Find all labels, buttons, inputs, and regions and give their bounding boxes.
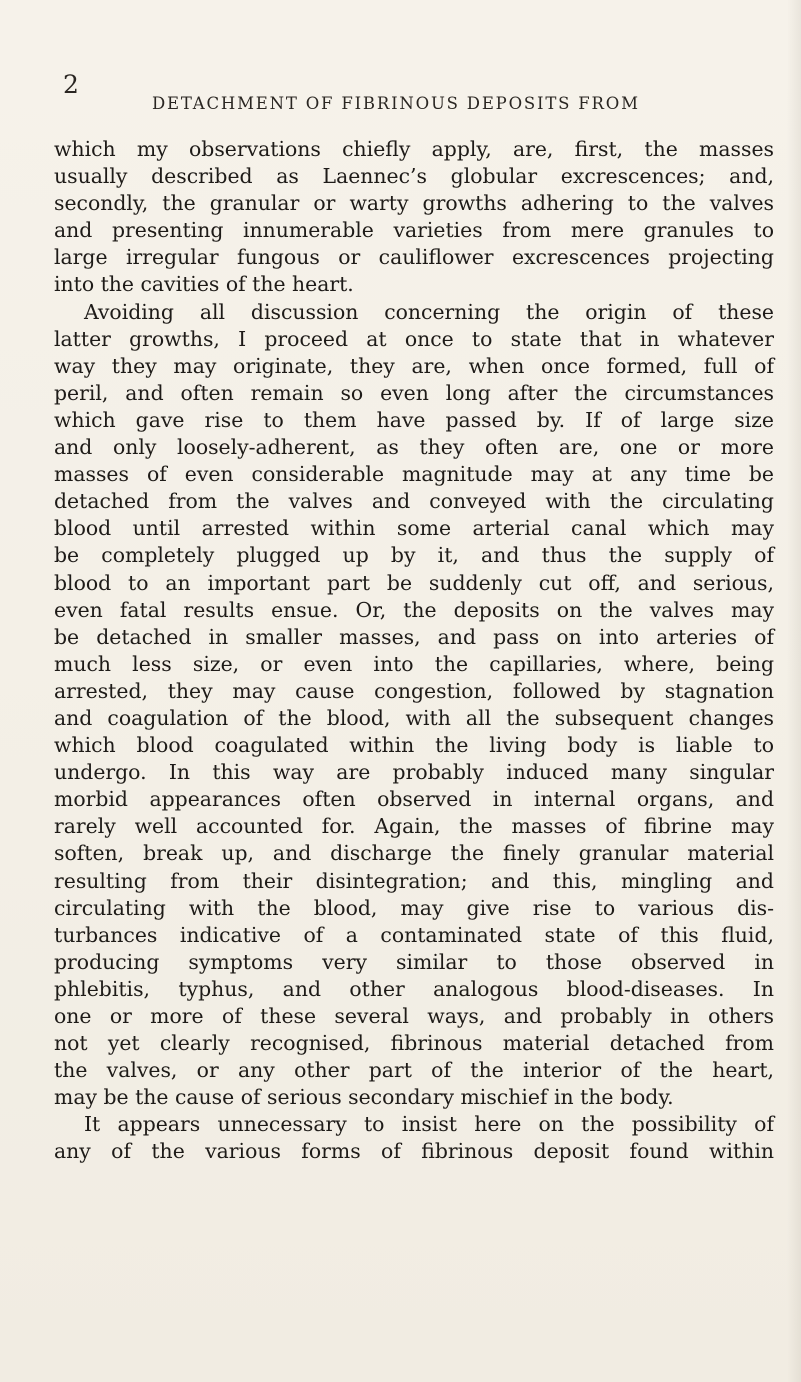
text-line: into the cavities of the heart. (54, 272, 354, 297)
text-line: circulating with the blood, may give rise to various dis- (54, 895, 774, 920)
text-line: resulting from their disintegration; and this, mingling and (54, 868, 774, 893)
text-line: arrested, they may cause congestion, followed by stagnation (54, 678, 774, 703)
text-line: which blood coagulated within the living body is liable to (54, 733, 774, 758)
text-line: soften, break up, and discharge the finely granular material (54, 841, 774, 866)
text-line: undergo. In this way are probably induced many singular (54, 760, 774, 785)
text-line: which my observations chiefly apply, are, first, the masses (54, 137, 774, 161)
text-line: phlebitis, typhus, and other analogous blood-diseases. In (54, 976, 774, 1001)
page-edge-shadow (787, 0, 801, 1382)
running-head: DETACHMENT OF FIBRINOUS DEPOSITS FROM (152, 94, 640, 113)
text-line: way they may originate, they are, when once formed, full of (54, 353, 774, 378)
text-line: and presenting innumerable varieties from mere granules to (54, 218, 774, 243)
text-line: rarely well accounted for. Again, the masses of fibrine may (54, 814, 774, 839)
text-line: latter growths, I proceed at once to state that in whatever (54, 326, 774, 351)
text-line: turbances indicative of a contaminated state of this fluid, (54, 922, 774, 947)
text-line: producing symptoms very similar to those observed in (54, 949, 774, 974)
text-line: usually described as Laennec’s globular excrescences; and, (54, 164, 774, 189)
text-line: the valves, or any other part of the interior of the heart, (54, 1058, 774, 1083)
text-line: Avoiding all discussion concerning the origin of these (84, 299, 774, 324)
text-line: masses of even considerable magnitude may at any time be (54, 462, 774, 487)
text-line: and coagulation of the blood, with all the subsequent changes (54, 705, 774, 730)
text-line: may be the cause of serious secondary mischief in the body. (54, 1085, 674, 1110)
text-line: one or more of these several ways, and probably in others (54, 1004, 774, 1028)
text-line: even fatal results ensue. Or, the deposits on the valves may (54, 597, 774, 622)
text-line: not yet clearly recognised, fibrinous material detached from (54, 1031, 774, 1056)
text-line: be completely plugged up by it, and thus the supply of (54, 543, 774, 568)
text-line: It appears unnecessary to insist here on the possibility of (84, 1112, 774, 1137)
text-line: blood until arrested within some arterial canal which may (54, 516, 774, 541)
text-line: peril, and often remain so even long after the circumstances (54, 380, 774, 405)
text-line: be detached in smaller masses, and pass on into arteries of (54, 624, 774, 649)
page-number: 2 (63, 70, 79, 99)
text-line: detached from the valves and conveyed with the circulating (54, 489, 774, 514)
body-text (54, 136, 774, 1166)
text-line: which gave rise to them have passed by. If of large size (54, 407, 774, 432)
text-line: much less size, or even into the capillaries, where, being (54, 651, 774, 676)
text-line: blood to an important part be suddenly cut off, and serious, (54, 570, 774, 595)
text-line: secondly, the granular or warty growths adhering to the valves (54, 191, 774, 216)
text-line: large irregular fungous or cauliflower excrescences projecting (54, 245, 774, 270)
text-line: morbid appearances often observed in internal organs, and (54, 787, 774, 812)
text-line: any of the various forms of fibrinous deposit found within (54, 1139, 774, 1164)
text-line: and only loosely-adherent, as they often are, one or more (54, 435, 774, 460)
